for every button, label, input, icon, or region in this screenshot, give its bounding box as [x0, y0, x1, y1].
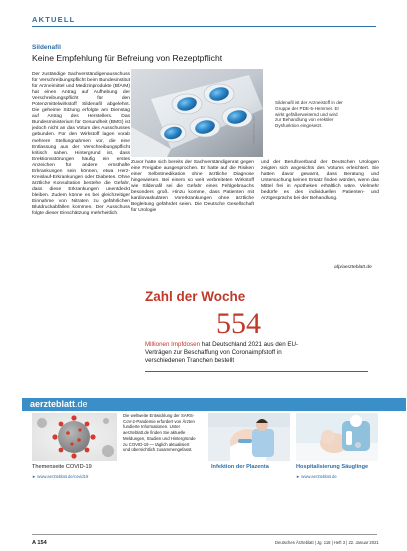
pregnancy-image[interactable] — [208, 413, 290, 461]
journal-info: Deutsches Ärzteblatt | Jg. 118 | Heft 3 | 22. Januar 2021 — [275, 540, 379, 545]
logo-text: aerzteblatt — [30, 399, 76, 409]
article-author: afp/aerzteblatt.de — [334, 265, 372, 270]
tile-label-placenta[interactable] — [211, 464, 269, 470]
promo-text: Die weltweite Entwicklung der SARS-CoV-2-Pandemie erfordert von Ärzten fundierte Informationen. Unter aerzteblatt.de finden Sie aktuelle Meldungen, Studien und Hintergründe zu COVID-19 — täglich aktualisiert und übersichtlich zusammengefasst. — [123, 413, 197, 453]
rubric-divider — [32, 26, 376, 27]
infant-image[interactable] — [296, 413, 378, 461]
article-column-3: und der Berufsverband der Deutschen Urologen zeigten sich angesichts des Votums erleichtert. Sie hatten davor gewarnt, dass Beratung und Untersuchung keinen Ersatz finden würden, wenn das Mittel frei in Apotheken erhältlich wäre. Vielmehr bedürfe es des individuellen Patienten- und Arztgesprächs bei der Behandlung. — [261, 160, 381, 202]
article-column-1: Der zuständige Sachverständigenausschuss für Verschreibungspflicht beim Bundesinstitut für Arzneimittel und Medizinprodukte (BfArM) hat einen Antrag auf Aufhebung der Verschreibungspflicht für den Potenzmittelwirkstoff Sildenafil abgelehnt. Die geheime Sitzung erfolgte am Dienstag auf Antrag des Herstellers. Das Bundesministerium für Gesundheit (BMG) ist jedoch nicht an das Votum des Ausschusses gebunden. Für den Wirkstoff lagen vorab mehrere Stellungnahmen vor, die eine Entlassung aus der Verschreibungspflicht kritisch sahen. Hintergrund ist, dass Erektionsstörungen häufig ein erstes Anzeichen für andere ernsthafte Erkrankungen sein können, etwa Herz-Kreislauf-Erkrankungen oder Diabetes. Ohne ärztliche Konsultation bestehe die Gefahr, dass diese Erkrankungen unentdeckt bleiben. Zudem könne es bei gleichzeitiger Einnahme von Nitraten zu gefährlichen Blutdruckabfällen kommen. Der Ausschuss folgte dieser Einschätzung mehrheitlich. — [32, 72, 132, 217]
tile-label-covid[interactable]: Themenseite COVID-19 — [32, 464, 92, 470]
tile-link-covid[interactable]: ► www.aerzteblatt.de/covid19 — [32, 474, 89, 479]
coronavirus-image[interactable] — [32, 413, 117, 461]
number-of-week-description — [145, 341, 305, 364]
number-of-week-highlight: Millionen Impfdosen — [145, 341, 201, 348]
tile-label-infants-text: Hospitalisierung Säuglinge — [296, 464, 369, 470]
pregnancy-exam-icon — [208, 413, 290, 461]
virus-icon — [32, 413, 117, 461]
article-kicker: Sildenafil — [32, 44, 61, 51]
number-of-week-divider — [145, 371, 368, 372]
page-number: A 154 — [32, 540, 47, 546]
number-of-week-title: Zahl der Woche — [145, 289, 246, 304]
tile-label-placenta-text: Infektion der Plazenta — [211, 464, 269, 470]
tile-label-infants[interactable] — [296, 464, 368, 470]
section-rubric: AKTUELL — [32, 15, 76, 24]
infant-care-icon — [296, 413, 378, 461]
tile-link-infants[interactable]: ► www.aerzteblatt.de — [296, 474, 337, 479]
article-column-2: Zuvor hatte sich bereits der Sachverständigenrat gegen eine Freigabe ausgesprochen. Er hatte auf die Risiken einer Selbstmedikation ohne ärztliche Diagnose hingewiesen. Bei einem so weit verbreiteten Wirkstoff wie Sildenafil sei die Gefahr eines Fehlgebrauchs besonders groß. Hinzu komme, dass Patienten mit kardiovaskulären Vorerkrankungen ohne ärztliche Begleitung gefährdet seien. Die Deutsche Gesellschaft für Urologie — [131, 160, 256, 214]
photo-caption: Sildenafil ist der Arzneistoff in der Gruppe der PDE-5-Hemmer. Er wirkt gefäßerweiternd und wird zur Behandlung von erektiler Dysfunktion eingesetzt. — [275, 100, 345, 129]
footer-divider — [32, 534, 377, 535]
number-of-week-text: hat Deutschland 2021 aus den EU-Verträgen zur Beschaffung von Coronaimpfstoff in verschiedenen Tranchen bestellt — [145, 341, 299, 364]
article-headline: Keine Empfehlung für Befreiung von Rezeptpflicht — [32, 53, 223, 63]
sildenafil-blister-photo — [131, 69, 263, 157]
number-of-week-value: 554 — [216, 307, 261, 340]
blister-pack-image — [131, 69, 263, 157]
logo-domain: .de — [75, 399, 88, 409]
photo-credit: Foto: picture alliance — [252, 116, 256, 144]
aerzteblatt-logo[interactable] — [30, 399, 88, 409]
